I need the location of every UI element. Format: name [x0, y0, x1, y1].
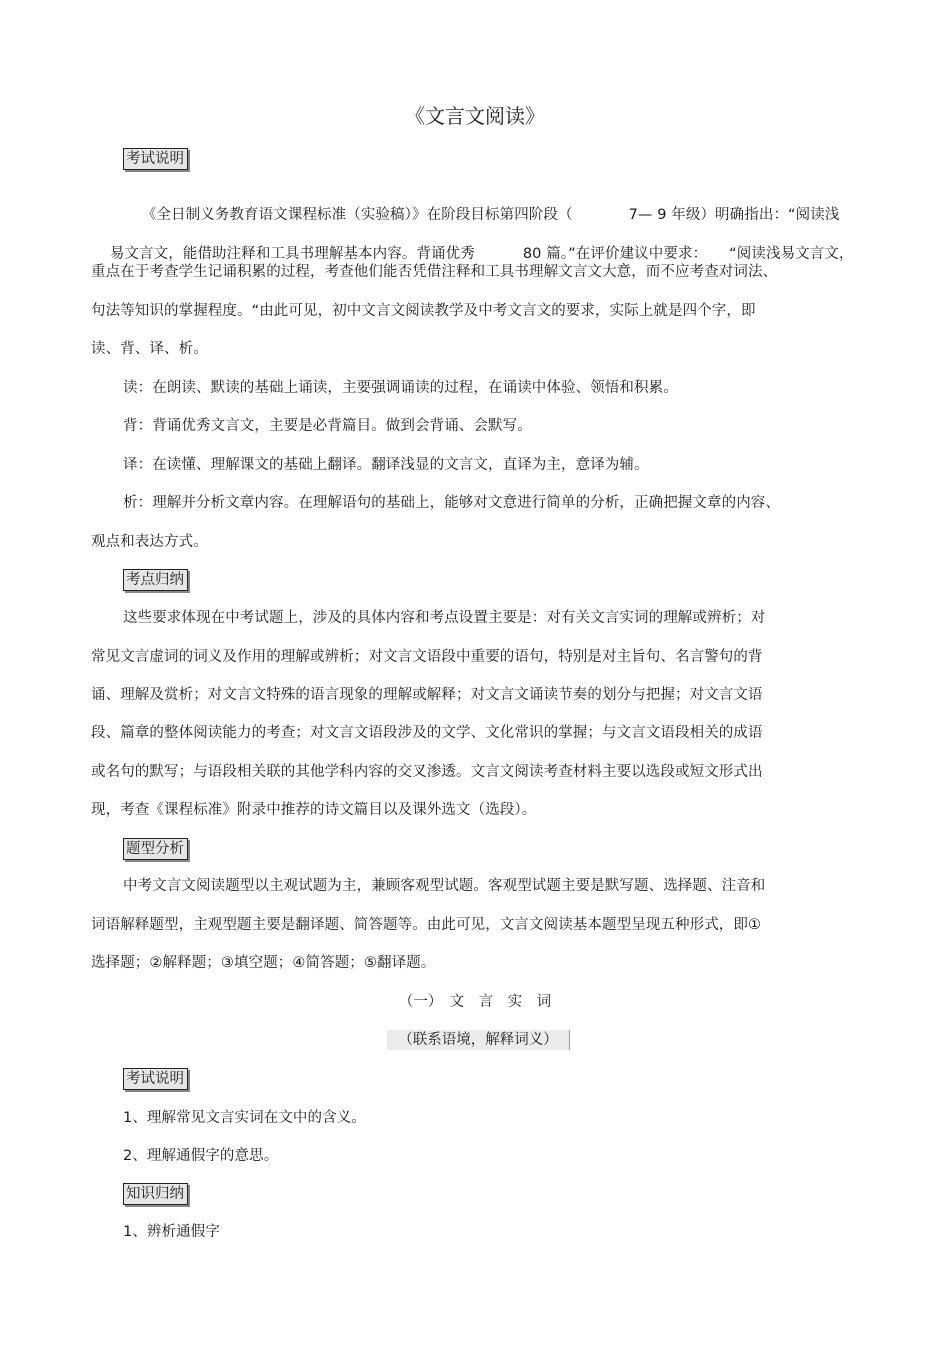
text-segment: 7— 9 年级）明确指出：“阅读浅	[628, 207, 840, 223]
paragraph-line: 观点和表达方式。	[91, 534, 208, 550]
paragraph-line: 词语解释题型，主观型题主要是翻译题、简答题等。由此可见，文言文阅读基本题型呈现五种形式，即①	[91, 917, 762, 933]
paragraph-line: 选择题；②解释题；③填空题；④简答题；⑤翻译题。	[91, 955, 436, 971]
paragraph-line: 句法等知识的掌握程度。“由此可见，初中文言文阅读教学及中考文言文的要求，实际上就是四个字，即	[91, 303, 756, 319]
recite-definition: 背：背诵优秀文言文，主要是必背篇目。做到会背诵、会默写。	[123, 418, 532, 434]
text-segment: 80 篇。”在评价建议中要求：	[522, 246, 708, 262]
paragraph-line: 读、背、译、析。	[91, 341, 208, 357]
text-segment: 《全日制义务教育语文课程标准（实验稿）》在阶段目标第四阶段（	[141, 207, 573, 223]
text-segment: 易文言文，能借助注释和工具书理解基本内容。背诵优秀	[109, 246, 475, 262]
section-tag-key-points: 考点归纳	[123, 569, 188, 591]
paragraph-line: 重点在于考查学生记诵积累的过程，考查他们能否凭借注释和工具书理解文言文大意，而不应考查对词法、	[91, 264, 778, 280]
analyze-definition: 析：理解并分析文章内容。在理解语句的基础上，能够对文意进行简单的分析，正确把握文章的内容、	[123, 495, 780, 511]
section-tag-exam-description: 考试说明	[123, 148, 188, 170]
list-item: 2、理解通假字的意思。	[123, 1148, 279, 1164]
document-title: 《文言文阅读》	[405, 104, 545, 128]
paragraph-line: 这些要求体现在中考试题上，涉及的具体内容和考点设置主要是：对有关文言实词的理解或辨析；对	[123, 610, 766, 626]
section-tag-exam-description-2: 考试说明	[123, 1068, 188, 1090]
subsection-note: （联系语境，解释词义）	[387, 1030, 570, 1050]
translate-definition: 译：在读懂、理解课文的基础上翻译。翻译浅显的文言文，直译为主，意译为辅。	[123, 457, 649, 473]
read-definition: 读：在朗读、默读的基础上诵读，主要强调诵读的过程，在诵读中体验、领悟和积累。	[123, 380, 678, 396]
subsection-heading: （一） 文 言 实 词	[398, 994, 552, 1010]
paragraph-line: 或名句的默写；与语段相关联的其他学科内容的交叉渗透。文言文阅读考查材料主要以选段或短文形式出	[91, 764, 763, 780]
list-item: 1、辨析通假字	[123, 1224, 220, 1240]
paragraph-line: 段、篇章的整体阅读能力的考查；对文言文语段涉及的文学、文化常识的掌握；与文言文语段相关的成语	[91, 725, 763, 741]
text-segment: “阅读浅易文言文，	[729, 246, 854, 262]
paragraph-line: 诵、理解及赏析；对文言文特殊的语言现象的理解或解释；对文言文诵读节奏的划分与把握；对文言文语	[91, 687, 763, 703]
paragraph-line: 中考文言文阅读题型以主观试题为主，兼顾客观型试题。客观型试题主要是默写题、选择题、注音和	[123, 878, 766, 894]
section-tag-question-types: 题型分析	[123, 838, 188, 860]
paragraph-line: 常见文言虚词的词义及作用的理解或辨析；对文言文语段中重要的语句，特别是对主旨句、名言警句的背	[91, 649, 763, 665]
list-item: 1、理解常见文言实词在文中的含义。	[123, 1110, 366, 1126]
section-tag-knowledge-summary: 知识归纳	[123, 1183, 188, 1205]
paragraph-line: 现，考查《课程标准》附录中推荐的诗文篇目以及课外选文（选段）。	[91, 802, 537, 818]
